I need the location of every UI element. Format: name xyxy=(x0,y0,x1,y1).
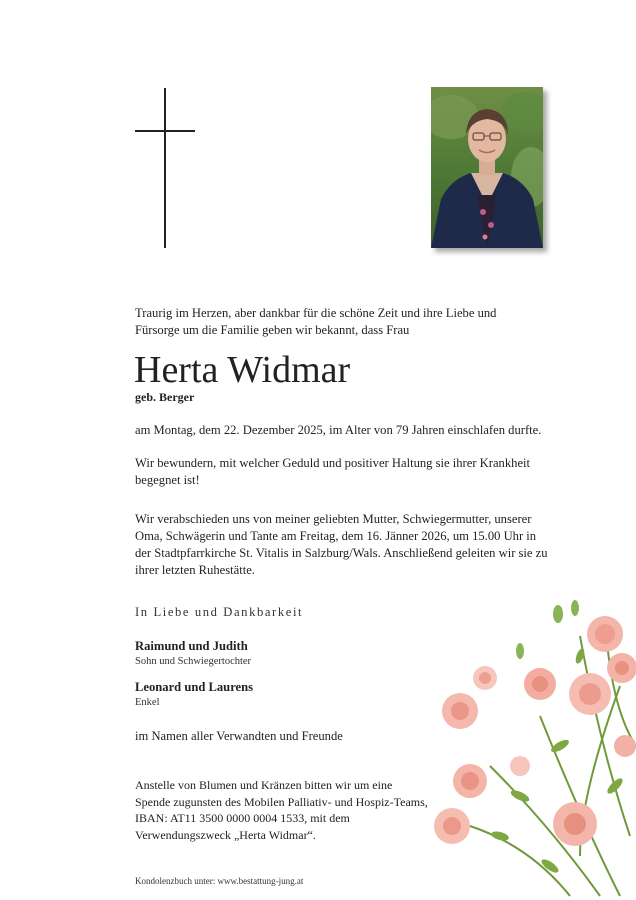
family-member-role: Sohn und Schwiegertochter xyxy=(135,656,252,667)
condolence-book-link[interactable]: Kondolenzbuch unter: www.bestattung-jung.at xyxy=(135,876,304,886)
donation-line: Verwendungszweck „Herta Widmar“. xyxy=(135,827,316,842)
death-notice: am Montag, dem 22. Dezember 2025, im Alter von 79 Jahren einschlafen durfte. xyxy=(135,423,542,437)
roses-decoration xyxy=(430,596,636,900)
cross-icon-horizontal xyxy=(135,130,195,132)
farewell-text: Wir verabschieden uns von meiner geliebten Mutter, Schwiegermutter, unserer Oma, Schwägerin und Tante am Freitag, dem 16. Jänner 2026, um 15.00 Uhr in der Stadtpfarrkirche St. Vitalis in Salzburg/Wals. Anschließend geleiten wir sie zu ihrer letzten Ruhestätte. xyxy=(135,512,548,577)
deceased-name: Herta Widmar xyxy=(134,349,351,391)
intro-text: Traurig im Herzen, aber dankbar für die schöne Zeit und ihre Liebe und Fürsorge um die Familie geben wir bekannt, dass Frau xyxy=(135,306,497,337)
donation-line: Spende zugunsten des Mobilen Palliativ- und Hospiz-Teams, xyxy=(135,794,428,809)
donation-line: Anstelle von Blumen und Kränzen bitten wir um eine xyxy=(135,778,393,792)
family-member-role: Enkel xyxy=(135,697,160,708)
family-member-name: Leonard und Laurens xyxy=(135,680,254,694)
relatives-text: im Namen aller Verwandten und Freunde xyxy=(135,729,343,743)
family-member-name: Raimund und Judith xyxy=(135,639,248,653)
donation-request xyxy=(135,777,455,843)
born-name: geb. Berger xyxy=(135,390,195,404)
donation-line: IBAN: AT11 3500 0000 0004 1533, mit dem xyxy=(135,811,350,825)
closing-phrase: In Liebe und Dankbarkeit xyxy=(135,605,304,619)
admiration-text: Wir bewundern, mit welcher Geduld und positiver Haltung sie ihrer Krankheit begegnet ist! xyxy=(135,456,531,487)
portrait-photo xyxy=(431,87,543,248)
cross-icon-vertical xyxy=(164,88,166,248)
